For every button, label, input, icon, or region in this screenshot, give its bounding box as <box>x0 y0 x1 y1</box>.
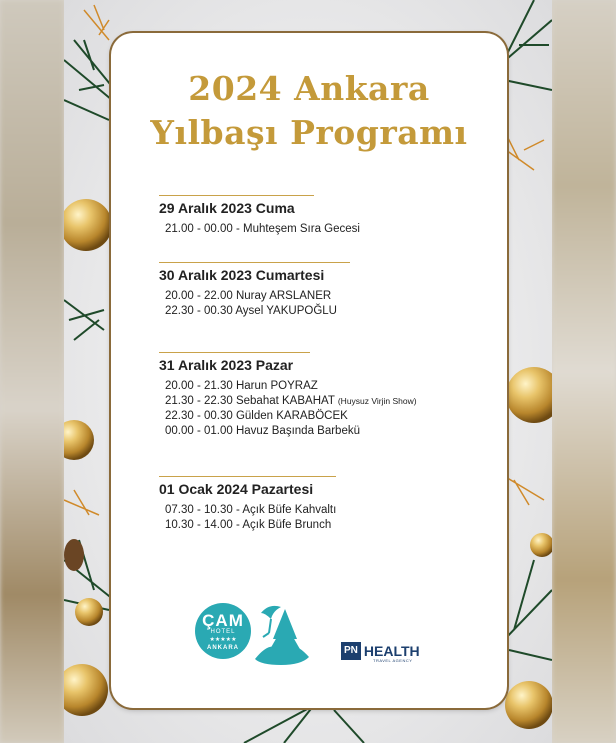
schedule-item: 22.30 - 00.30 Aysel YAKUPOĞLU <box>165 305 337 317</box>
gold-ornament <box>506 367 552 423</box>
day-heading: 01 Ocak 2024 Pazartesi <box>159 481 314 497</box>
day-section-1 <box>159 195 360 237</box>
program-card <box>111 33 507 708</box>
cam-logo-stars: ★★★★★ <box>209 637 237 643</box>
schedule-item: 10.30 - 14.00 - Açık Büfe Brunch <box>165 519 332 531</box>
cam-logo-name: ÇAM <box>202 611 244 630</box>
schedule-item: 20.00 - 21.30 Harun POYRAZ <box>165 380 318 392</box>
pn-logo-mark: PN <box>341 642 361 660</box>
background-blur-left <box>0 0 64 743</box>
day-heading: 29 Aralık 2023 Cuma <box>159 200 295 216</box>
background-blur-right <box>552 0 616 743</box>
divider-rule <box>159 476 336 477</box>
page-title-line2: Yılbaşı Programı <box>150 113 468 152</box>
day-heading: 30 Aralık 2023 Cumartesi <box>159 267 325 283</box>
cam-logo-sub: HOTEL <box>210 629 236 635</box>
day-section-3 <box>159 352 417 439</box>
schedule-item-text: 21.30 - 22.30 Sebahat KABAHAT <box>165 395 335 407</box>
gold-ornament <box>64 420 94 460</box>
divider-rule <box>159 262 350 263</box>
gold-ornament <box>530 533 552 557</box>
gold-ornament <box>64 664 108 716</box>
gold-ornament <box>75 598 103 626</box>
divider-rule <box>159 195 314 196</box>
page-title-line1: 2024 Ankara <box>188 69 430 108</box>
gold-ornament <box>64 199 112 251</box>
schedule-item <box>165 394 417 409</box>
cam-logo-city: ANKARA <box>207 645 239 651</box>
pn-logo-tagline: TRAVEL AGENCY <box>373 658 413 663</box>
divider-rule <box>159 352 310 353</box>
deer-tree-icon <box>251 599 313 667</box>
schedule-item: 07.30 - 10.30 - Açık Büfe Kahvaltı <box>165 504 337 516</box>
schedule-item: 22.30 - 00.30 Gülden KARABÖCEK <box>165 410 348 422</box>
day-section-4 <box>159 476 336 533</box>
day-heading: 31 Aralık 2023 Pazar <box>159 357 294 373</box>
schedule-item: 20.00 - 22.00 Nuray ARSLANER <box>165 290 332 302</box>
schedule-item: 00.00 - 01.00 Havuz Başında Barbekü <box>165 425 360 437</box>
schedule-item: 21.00 - 00.00 - Muhteşem Sıra Gecesi <box>165 223 360 235</box>
day-section-2 <box>159 262 350 319</box>
schedule-item-note: (Huysuz Virjin Show) <box>337 396 417 406</box>
pinecone <box>64 539 84 571</box>
gold-ornament <box>505 681 552 729</box>
pn-logo-name: HEALTH <box>363 643 420 659</box>
cam-hotel-logo <box>195 603 251 659</box>
